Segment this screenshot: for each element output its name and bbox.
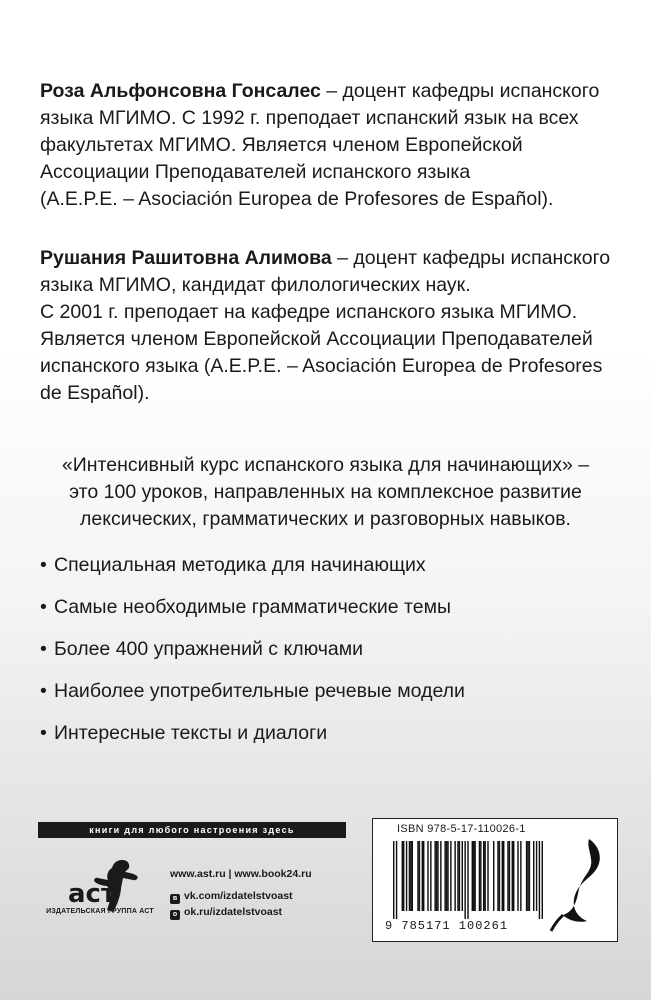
bullet-icon: • — [40, 596, 47, 618]
barcode-bar — [474, 841, 475, 911]
barcode-bar — [464, 841, 465, 919]
barcode-bar — [513, 841, 514, 911]
barcode-bar — [520, 841, 521, 911]
barcode-bar — [406, 841, 407, 911]
barcode-bar — [422, 841, 423, 911]
barcode-bar — [434, 841, 435, 911]
barcode-bar — [512, 841, 513, 911]
bullet-icon: • — [40, 680, 47, 702]
barcode-bar — [423, 841, 424, 911]
barcode-bar — [427, 841, 428, 911]
barcode-bar — [437, 841, 438, 911]
barcode-bar — [493, 841, 494, 911]
barcode-bar — [402, 841, 403, 911]
barcode-bar — [472, 841, 473, 911]
bullet-icon: • — [40, 638, 47, 660]
barcode-digits: 9 785171 100261 — [385, 919, 509, 933]
author-name: Рушания Рашитовна Алимова — [40, 247, 332, 269]
barcode-bar — [457, 841, 458, 911]
bio-line: Является членом Европейской Ассоциации Преподавателей — [40, 328, 593, 350]
feature-item: • Самые необходимые грамматические темы — [40, 594, 620, 621]
intro-line: «Интенсивный курс испанского языка для начинающих» – — [61, 454, 590, 476]
barcode-bar — [467, 841, 468, 919]
ast-logo-icon — [40, 850, 160, 930]
barcode-bar — [502, 841, 503, 911]
barcode-bar — [533, 841, 534, 911]
publisher-tagline: книги для любого настроения здесь — [38, 822, 346, 838]
barcode-bar — [497, 841, 498, 911]
feature-item: • Более 400 упражнений с ключами — [40, 636, 620, 663]
publisher-imprint: ИЗДАТЕЛЬСКАЯ ГРУППА АСТ — [46, 908, 154, 915]
barcode-bar — [526, 841, 527, 911]
barcode-bar — [419, 841, 420, 911]
ok-link[interactable]: ok.ru/izdatelstvoast — [184, 906, 283, 918]
bullet-icon: • — [40, 722, 47, 744]
barcode-bar — [480, 841, 481, 911]
publisher-links — [170, 866, 312, 920]
barcode-bar — [446, 841, 447, 911]
author-name: Роза Альфонсовна Гонсалес — [40, 80, 321, 102]
barcode-bar — [450, 841, 451, 911]
course-description — [20, 452, 631, 533]
intro-line: лексических, грамматических и разговорных навыков. — [80, 508, 571, 530]
bio-line: (A.E.P.E. – Asociación Europea de Profesores de Español). — [40, 188, 554, 210]
barcode-bar — [436, 841, 437, 911]
feature-list — [40, 552, 620, 762]
barcode-bar — [479, 841, 480, 911]
barcode-bar — [409, 841, 410, 911]
barcode-bar — [487, 841, 488, 911]
barcode-bar — [527, 841, 528, 911]
author-bio-alimova — [40, 245, 630, 407]
vk-link[interactable]: vk.com/izdatelstvoast — [184, 890, 293, 902]
barcode-bar — [539, 841, 540, 919]
feature-item: • Интересные тексты и диалоги — [40, 720, 620, 747]
barcode-bar — [459, 841, 460, 911]
ok-icon: о — [170, 910, 180, 920]
barcode-bar — [509, 841, 510, 911]
bullet-icon: • — [40, 554, 47, 576]
barcode-bar — [542, 841, 543, 919]
barcode-bar — [483, 841, 484, 911]
barcode-panel — [372, 818, 618, 942]
barcode-bar — [462, 841, 463, 911]
bio-line: de Español). — [40, 382, 150, 404]
isbn-number: ISBN 978-5-17-110026-1 — [397, 823, 526, 835]
bio-line: – доцент кафедры испанского — [320, 80, 600, 102]
barcode-bar — [447, 841, 448, 911]
feature-item: • Специальная методика для начинающих — [40, 552, 620, 579]
bio-line: испанского языка (A.E.P.E. – Asociación Europea de Profesores — [40, 355, 603, 377]
barcode-bar — [430, 841, 431, 911]
vk-icon: в — [170, 894, 180, 904]
bio-line: – доцент кафедры испанского — [331, 247, 611, 269]
bio-line: языка МГИМО. С 1992 г. преподает испанский язык на всех — [40, 107, 579, 129]
barcode-bar — [473, 841, 474, 911]
quill-logo-icon — [549, 837, 609, 933]
bio-line: языка МГИМО, кандидат филологических наук. — [40, 274, 471, 296]
feature-item: • Наиболее употребительные речевые модели — [40, 678, 620, 705]
barcode-bar — [396, 841, 397, 919]
barcode-bar — [440, 841, 441, 911]
barcode-bar — [454, 841, 455, 911]
bio-line: факультетах МГИМО. Является членом Европейской — [40, 134, 523, 156]
barcode-bar — [536, 841, 537, 911]
barcode-bar — [499, 841, 500, 911]
bio-line: С 2001 г. преподает на кафедре испанского языка МГИМО. — [40, 301, 578, 323]
bio-line: Ассоциации Преподавателей испанского языка — [40, 161, 471, 183]
barcode — [393, 841, 543, 919]
barcode-bar — [412, 841, 413, 911]
barcode-bar — [393, 841, 394, 919]
barcode-bar — [484, 841, 485, 911]
barcode-bar — [444, 841, 445, 911]
intro-line: это 100 уроков, направленных на комплексное развитие — [69, 481, 582, 503]
website-links[interactable]: www.ast.ru | www.book24.ru — [170, 868, 312, 880]
logo-text: аст — [68, 879, 117, 909]
author-bio-gonzales — [40, 78, 630, 213]
barcode-bar — [503, 841, 504, 911]
barcode-bar — [410, 841, 411, 911]
barcode-bar — [517, 841, 518, 911]
barcode-bar — [529, 841, 530, 911]
barcode-bar — [507, 841, 508, 911]
barcode-bar — [403, 841, 404, 911]
barcode-bar — [417, 841, 418, 911]
